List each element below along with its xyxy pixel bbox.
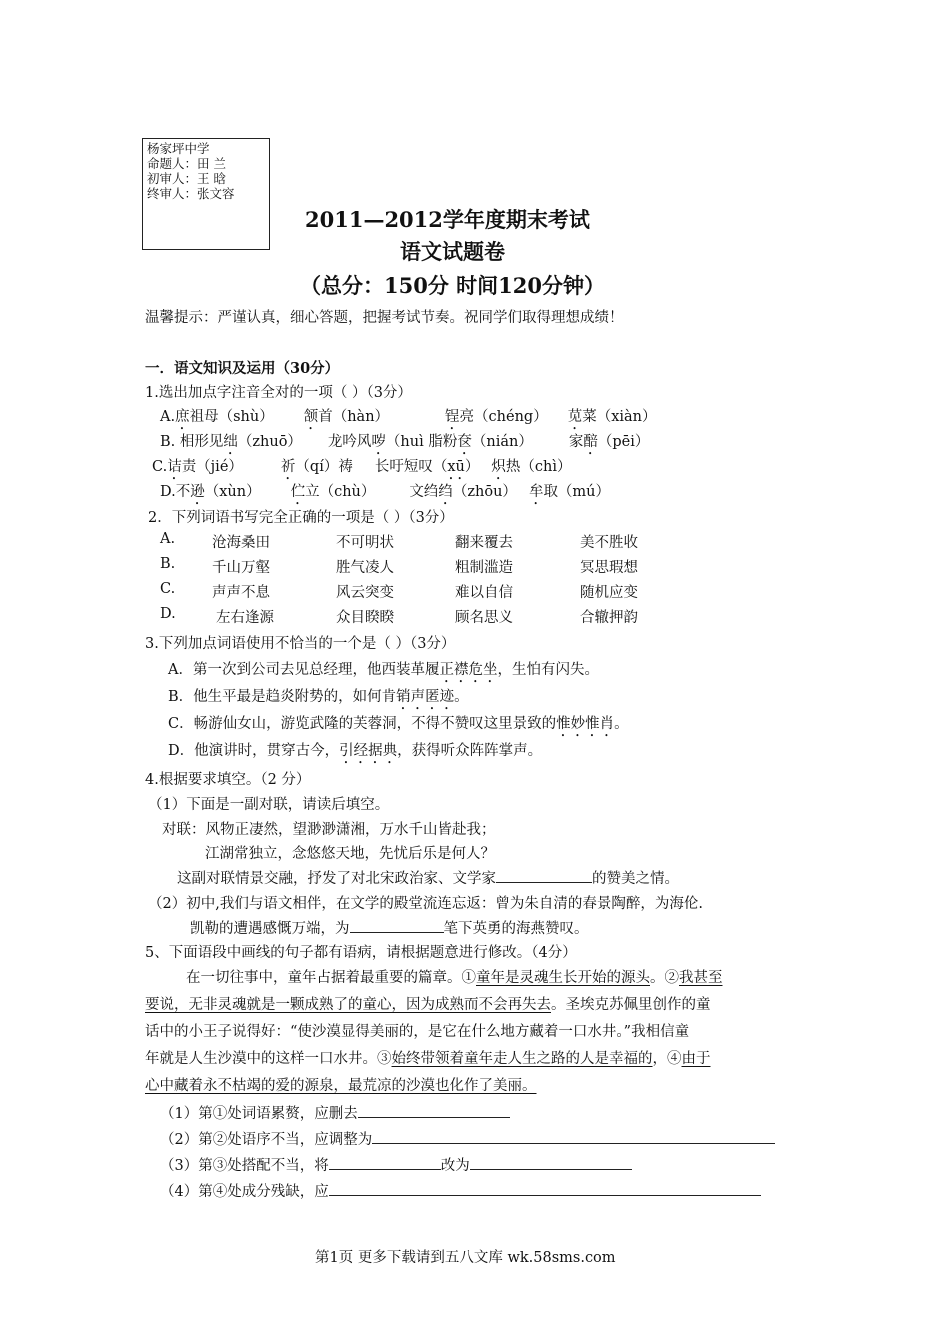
q2-option-word: 风云突变 xyxy=(336,585,394,601)
q3-option-d: D．他演讲时，贯穿古今，引经据典，获得听众阵阵掌声。 xyxy=(168,743,543,759)
q3-stem: 3.下列加点词语使用不恰当的一个是（ ）（3分） xyxy=(145,636,456,652)
q2-option-word: 不可明状 xyxy=(336,535,394,551)
q5-sub-3: （3）第③处搭配不当，将 改为 xyxy=(160,1154,632,1175)
q2-option-word: 粗制滥造 xyxy=(455,560,513,576)
q2-option-word: 顾名思义 xyxy=(455,610,513,626)
q5-stem: 5、下面语段中画线的句子都有语病，请根据题意进行修改。（4分） xyxy=(145,945,577,961)
exam-score-time: （总分：150分 时间120分钟） xyxy=(300,273,605,298)
reviewer-line-1: 初审人：王 晗 xyxy=(147,171,226,186)
answer-blank[interactable] xyxy=(470,1155,632,1170)
q2-option-word: 沧海桑田 xyxy=(212,535,270,551)
q5-sub-1: （1）第①处词语累赘，应删去 xyxy=(160,1102,510,1123)
q1-stem: 1.选出加点字注音全对的一项（ ）（3分） xyxy=(145,385,412,401)
couplet-line-1: 对联：风物正凄然，望渺渺潇湘，万水千山皆赴我； xyxy=(162,822,496,838)
author-line: 命题人：田 兰 xyxy=(147,156,226,171)
tip-text: 温馨提示：严谨认真，细心答题，把握考试节奏。祝同学们取得理想成绩！ xyxy=(145,310,624,326)
q4-part2: （2）初中,我们与语文相伴，在文学的殿堂流连忘返：曾为朱自清的春景陶醉，为海伦. xyxy=(148,896,703,912)
q5-sub-4: （4）第④处成分残缺，应 xyxy=(160,1180,761,1201)
q2-option-word: 美不胜收 xyxy=(580,535,638,551)
q1-option-d: D.不逊（xùn） 伫立（chù） 文绉绉（zhōu） 牟取（mú） xyxy=(160,484,611,500)
q2-stem: 2．下列词语书写完全正确的一项是（ ）（3分） xyxy=(148,510,454,526)
couplet-line-2: 江湖常独立，念悠悠天地，先忧后乐是何人？ xyxy=(205,846,495,862)
author-info-box xyxy=(142,138,270,250)
q2-option-label: A. xyxy=(160,531,176,547)
q4-part1: （1）下面是一副对联，请读后填空。 xyxy=(148,797,390,813)
q1-option-a: A.庶祖母（shù） 颔首（hàn） 锃亮（chéng） 苋菜（xiàn） xyxy=(160,409,657,425)
passage-line-2: 要说，无非灵魂就是一颗成熟了的童心，因为成熟而不会再失去。圣埃克苏佩里创作的童 xyxy=(145,997,711,1013)
q2-option-word: 随机应变 xyxy=(580,585,638,601)
q4-stem: 4.根据要求填空。（2 分） xyxy=(145,772,311,788)
section-heading: 一．语文知识及运用（30分） xyxy=(145,360,340,377)
q2-option-label: B. xyxy=(160,556,176,572)
passage-line-1: 在一切往事中，童年占据着最重要的篇章。①童年是灵魂生长开始的源头。②我甚至 xyxy=(186,970,723,986)
q2-option-word: 翻来覆去 xyxy=(455,535,513,551)
answer-blank[interactable] xyxy=(350,918,444,933)
q3-option-a: A．第一次到公司去见总经理，他西装革履正襟危坐，生怕有闪失。 xyxy=(168,662,599,678)
q2-option-word: 冥思瑕想 xyxy=(580,560,638,576)
q4-fill-2: 凯勒的遭遇感慨万端，为 笔下英勇的海燕赞叹。 xyxy=(190,917,589,938)
answer-blank[interactable] xyxy=(329,1155,441,1170)
q2-option-word: 难以自信 xyxy=(455,585,513,601)
passage-line-5: 心中藏着永不枯竭的爱的源泉，最荒凉的沙漠也化作了美丽。 xyxy=(145,1078,537,1094)
q2-option-word: 胜气凌人 xyxy=(336,560,394,576)
q2-option-word: 合辙押韵 xyxy=(580,610,638,626)
answer-blank[interactable] xyxy=(329,1181,761,1196)
q3-option-b: B．他生平最是趋炎附势的，如何肯销声匿迹。 xyxy=(168,689,469,705)
page-footer: 第1页 更多下载请到五八文库 wk.58sms.com xyxy=(315,1250,616,1266)
q1-option-c: C.诘责（jié） 祈（qí）祷 长吁短叹（xū） 炽热（chì） xyxy=(152,459,572,475)
q2-option-word: 左右逢源 xyxy=(216,610,274,626)
exam-subtitle: 语文试题卷 xyxy=(400,239,505,264)
answer-blank[interactable] xyxy=(496,868,592,883)
passage-line-4: 年就是人生沙漠中的这样一口水井。③始终带领着童年走人生之路的人是幸福的，④由于 xyxy=(145,1051,711,1067)
passage-line-3: 话中的小王子说得好：“使沙漠显得美丽的，是它在什么地方藏着一口水井。”我相信童 xyxy=(145,1024,690,1040)
q2-option-label: C. xyxy=(160,581,176,597)
q2-option-label: D. xyxy=(160,606,176,622)
q2-option-word: 众目睽睽 xyxy=(336,610,394,626)
school-name: 杨家坪中学 xyxy=(147,141,210,156)
answer-blank[interactable] xyxy=(372,1129,775,1144)
q2-option-word: 声声不息 xyxy=(212,585,270,601)
exam-title: 2011—2012学年度期末考试 xyxy=(305,207,590,232)
q3-option-c: C．畅游仙女山，游览武隆的芙蓉洞，不得不赞叹这里景致的惟妙惟肖。 xyxy=(168,716,629,732)
reviewer-line-2: 终审人：张文容 xyxy=(147,186,235,201)
q4-fill-1: 这副对联情景交融，抒发了对北宋政治家、文学家 的赞美之情。 xyxy=(177,867,679,888)
q2-option-word: 千山万壑 xyxy=(212,560,270,576)
answer-blank[interactable] xyxy=(358,1103,510,1118)
q1-option-b: B. 相形见绌（zhuō） 龙吟风哕（huì 脂粉奁（nián） 家醅（pēi） xyxy=(160,434,650,450)
q5-sub-2: （2）第②处语序不当，应调整为 xyxy=(160,1128,775,1149)
